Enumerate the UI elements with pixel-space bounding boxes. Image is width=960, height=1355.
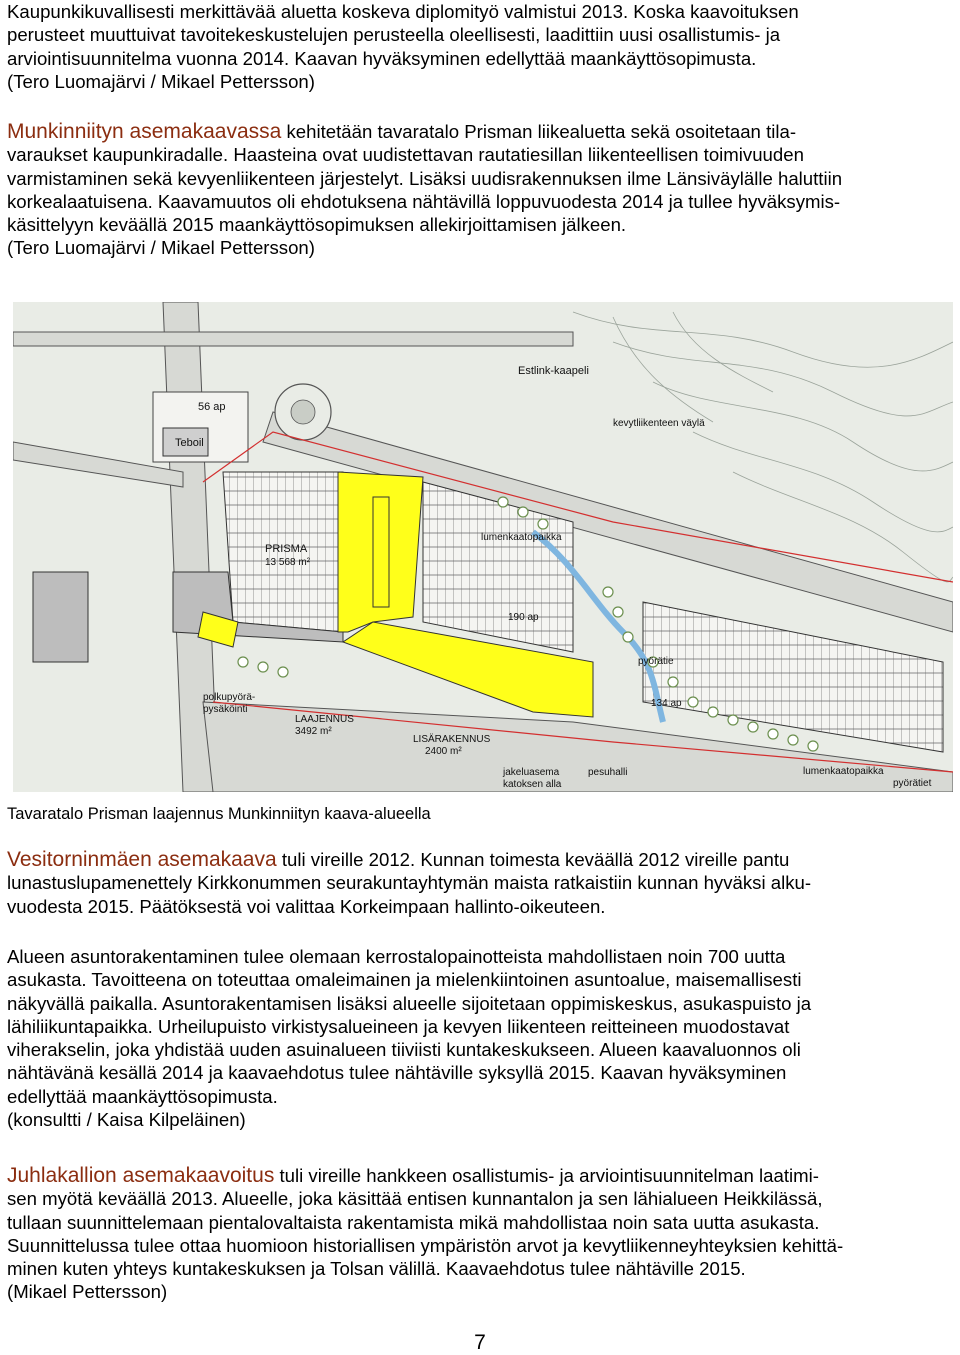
text-run: tuli vireille 2012. Kunnan toimesta keväällä 2012 vireille pantu: [276, 849, 790, 870]
label-laajennus: LAAJENNUS: [295, 714, 354, 725]
text-line: perusteet muuttuivat tavoitekeskustelujen perusteella oleellisesti, laadittiin uusi osallistumis- ja: [7, 24, 781, 46]
figure-caption: Tavaratalo Prisman laajennus Munkinniityn kaava-alueella: [7, 805, 431, 823]
text-line: korkealaatuisena. Kaavamuutos oli ehdotuksena nähtävillä loppuvuodesta 2014 ja tullee hyväksymis-: [7, 190, 841, 212]
text-line: (konsultti / Kaisa Kilpeläinen): [7, 1109, 246, 1131]
label-190ap: 190 ap: [508, 612, 539, 623]
text-line: varaukset kaupunkiradalle. Haasteina ovat uudistettavan rautatiesillan liikenteellisen toimivuuden: [7, 144, 804, 166]
page-number: 7: [474, 1331, 486, 1354]
paragraph-asuntorakentaminen: [7, 945, 953, 1131]
text-line: (Tero Luomajärvi / Mikael Pettersson): [7, 237, 315, 259]
text-line: käsittelyyn keväällä 2015 maankäyttösopimuksen allekirjoittamisen jälkeen.: [7, 214, 627, 236]
text-line: sen myötä keväällä 2013. Alueelle, joka käsittää entisen kunnantalon ja sen lähialueen Heikkilässä,: [7, 1188, 823, 1210]
text-line: näkyvällä paikalla. Asuntorakentamisen lisäksi alueelle sijoitetaan oppimiskeskus, asukaspuisto ja: [7, 992, 812, 1014]
text-line: minen kuten yhteys kuntakeskuksen ja Tolsan välillä. Kaavaehdotus tulee nähtäville 2015.: [7, 1258, 746, 1280]
label-teboil: Teboil: [175, 437, 204, 449]
text-line: arviointisuunnitelma vuonna 2014. Kaavan hyväksyminen edellyttää maankäyttösopimusta.: [7, 47, 757, 69]
label-laajennus-area: 3492 m²: [295, 726, 332, 737]
text-line: (Tero Luomajärvi / Mikael Pettersson): [7, 70, 315, 92]
site-plan-map: [13, 302, 953, 792]
text-line: Alueen asuntorakentaminen tulee olemaan kerrostalopainotteista mahdollistaen noin 700 uutta: [7, 946, 786, 967]
text-line: [7, 120, 953, 143]
label-lisarakennus: LISÄRAKENNUS: [413, 734, 491, 745]
text-run: tuli vireille hankkeen osallistumis- ja arviointisuunnitelman laatimi-: [274, 1165, 819, 1186]
paragraph-juhlakallio: [7, 1164, 953, 1304]
label-pyoratie: pyörätie: [638, 656, 674, 667]
text-line: (Mikael Pettersson): [7, 1281, 168, 1303]
label-polkupyora-2: pysäköinti: [203, 704, 248, 715]
label-134ap: 134 ap: [651, 698, 682, 709]
text-line: lunastuslupamenettely Kirkkonummen seurakuntayhtymän maista ratkaistiin kunnan hyväksi alku-: [7, 872, 812, 894]
text-line: viherakselin, joka yhdistää uuden asuinalueen tiiviisti kuntakeskukseen. Alueen kaavaluonnos oli: [7, 1039, 801, 1061]
laajennus-area: [338, 472, 423, 632]
paragraph-vesitorninmaki: [7, 848, 953, 918]
text-line: tullaan suunnittelemaan pientalovaltaista rakentamista mikä mahdollistaa noin sata uutta asukasta.: [7, 1211, 820, 1233]
paragraph-munkinniitty: [7, 120, 953, 260]
text-line: asukasta. Tavoitteena on toteuttaa omaleimainen ja mielenkiintoinen asuntoalue, maisemallisesti: [7, 969, 802, 991]
text-line: [7, 848, 953, 871]
text-line: vuodesta 2015. Päätöksestä voi valittaa Korkeimpaan hallinto-oikeuteen.: [7, 895, 606, 917]
label-kevyt: kevytliikenteen väylä: [613, 418, 705, 429]
text-run: kehitetään tavaratalo Prisman liikealuetta sekä osoitetaan tila-: [281, 121, 797, 142]
text-line: Suunnittelussa tulee ottaa huomioon historiallisen ympäristön arvot ja kevytliikenneyhteyksien kehittä-: [7, 1234, 844, 1256]
section-heading-juhlakallio: Juhlakallion asemakaavoitus: [7, 1164, 275, 1187]
label-56ap: 56 ap: [198, 401, 226, 413]
text-line: varmistaminen sekä kevyenliikenteen järjestelyt. Lisäksi uudisrakennuksen ilme Länsiväylälle haluttiin: [7, 167, 843, 189]
label-prisma-area: 13 568 m²: [265, 557, 311, 568]
label-lisarakennus-area: 2400 m²: [425, 746, 462, 757]
label-estlink: Estlink-kaapeli: [518, 365, 589, 377]
section-heading-munkinniitty: Munkinniityn asemakaavassa: [7, 120, 282, 143]
label-lumenkaato: lumenkaatopaikka: [481, 532, 562, 543]
paragraph-diplomityo: [7, 0, 953, 93]
label-pyoratiet: pyörätiet: [893, 778, 932, 789]
section-heading-vesitorninmaki: Vesitorninmäen asemakaava: [7, 848, 277, 871]
label-prisma: PRISMA: [265, 543, 308, 555]
text-line: [7, 1164, 953, 1187]
west-building: [33, 572, 88, 662]
label-katoksen: katoksen alla: [503, 779, 562, 790]
text-line: edellyttää maankäyttösopimusta.: [7, 1085, 278, 1107]
text-line: lähiliikuntapaikka. Urheilupuisto virkistysalueineen ja kevyen liikenteen reitteineen muodostavat: [7, 1015, 790, 1037]
text-line: nähtävänä kesällä 2014 ja kaavaehdotus tulee nähtäville syksyllä 2015. Kaavan hyväksyminen: [7, 1062, 787, 1084]
label-polkupyora-1: polkupyörä-: [203, 692, 256, 703]
label-jakeluasema: jakeluasema: [503, 767, 560, 778]
label-pesuhalli: pesuhalli: [588, 767, 628, 778]
label-lumenkaato-2: lumenkaatopaikka: [803, 766, 884, 777]
text-line: Kaupunkikuvallisesti merkittävää aluetta koskeva diplomityö valmistui 2013. Koska kaavoituksen: [7, 1, 799, 22]
